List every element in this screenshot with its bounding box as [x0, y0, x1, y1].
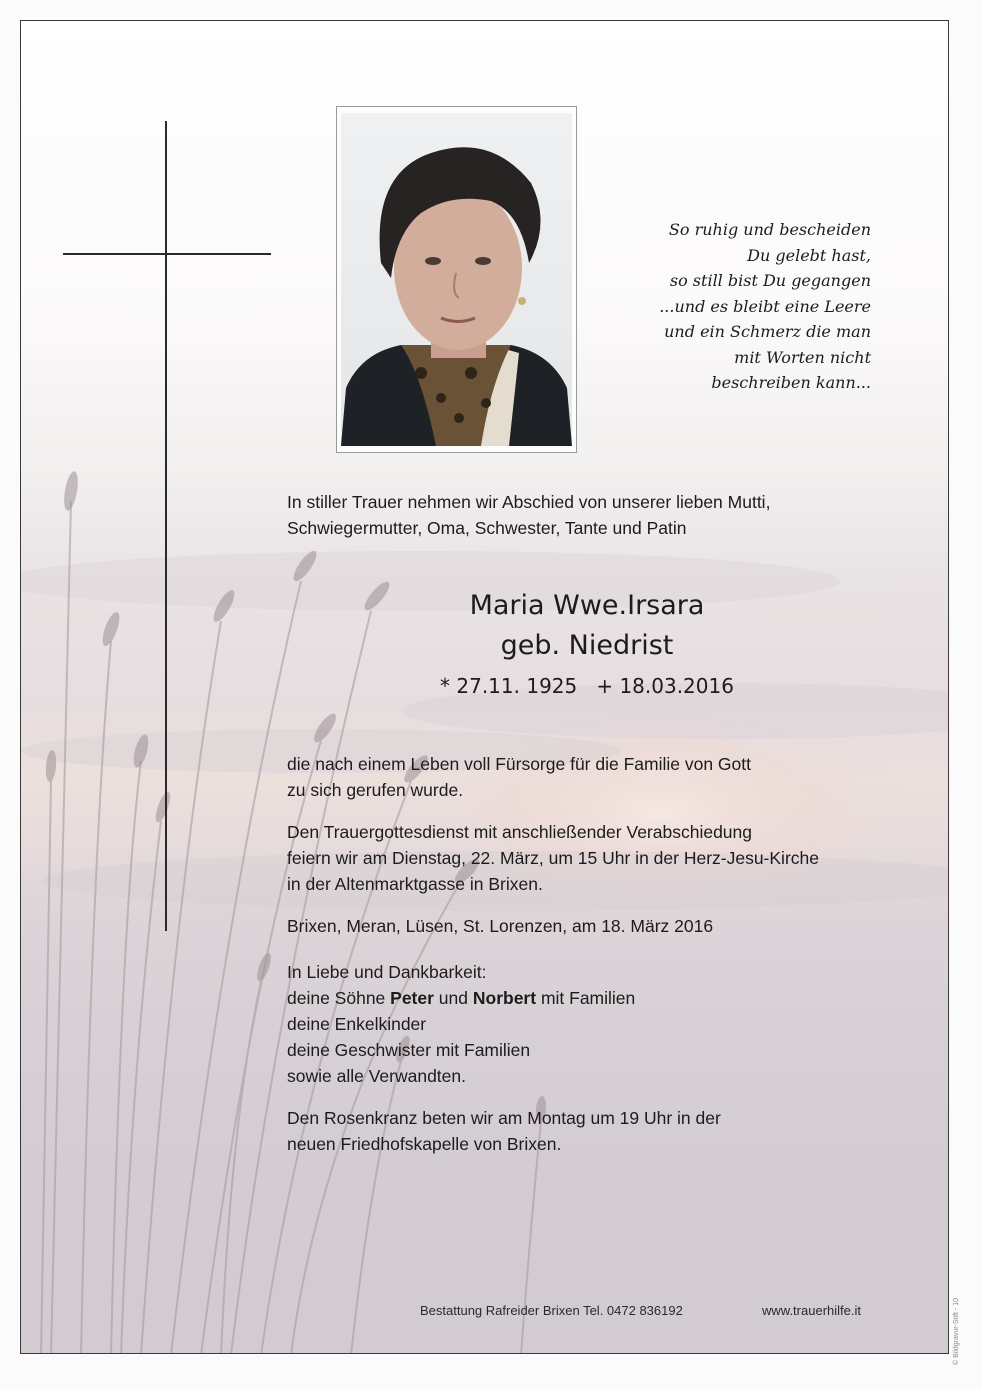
grass-stem — [51, 501, 71, 1354]
place-date-line: Brixen, Meran, Lüsen, St. Lorenzen, am 18. März 2016 — [287, 916, 714, 936]
memorial-poem — [611, 217, 871, 396]
service-paragraph — [287, 819, 819, 897]
copyright-note: © Bildgravur-Stift - 10 — [953, 1297, 960, 1365]
grass-head — [153, 790, 173, 823]
grass-head — [62, 470, 81, 511]
poem-line: so still bist Du gegangen — [669, 271, 871, 290]
intro-line: Schwiegermutter, Oma, Schwester, Tante und Patin — [287, 518, 687, 538]
text-line: zu sich gerufen wurde. — [287, 780, 464, 800]
sons-mid: und — [433, 988, 473, 1008]
death-date: + 18.03.2016 — [596, 674, 734, 698]
mourners-siblings: deine Geschwister mit Familien — [287, 1040, 531, 1060]
portrait-earring — [518, 297, 526, 305]
poem-line: So ruhig und bescheiden — [668, 220, 871, 239]
portrait-scarf-pattern — [415, 367, 427, 379]
text-line: Den Rosenkranz beten wir am Montag um 19 Uhr in der — [287, 1108, 721, 1128]
sons-prefix: deine Söhne — [287, 988, 391, 1008]
son-name: Peter — [390, 988, 434, 1008]
grass-stem — [171, 581, 301, 1354]
poem-line: ...und es bleibt eine Leere — [659, 296, 871, 316]
portrait-scarf-pattern — [454, 413, 464, 423]
grass-stem — [121, 821, 161, 1354]
portrait-photo — [341, 113, 572, 446]
poem-line: und ein Schmerz die man — [664, 322, 871, 341]
birth-date: * 27.11. 1925 — [440, 674, 578, 698]
life-paragraph — [287, 751, 751, 803]
text-line: Den Trauergottesdienst mit anschließender Verabschiedung — [287, 822, 752, 842]
portrait-illustration — [341, 113, 572, 446]
portrait-scarf-pattern — [436, 393, 446, 403]
page-frame — [20, 20, 949, 1354]
poem-line: Du gelebt hast, — [747, 245, 871, 265]
grass-stem — [221, 981, 261, 1354]
mourners-title: In Liebe und Dankbarkeit: — [287, 962, 487, 982]
grass-stem — [111, 761, 141, 1354]
poem-line: beschreiben kann... — [711, 373, 871, 392]
text-line: feiern wir am Dienstag, 22. März, um 15 Uhr in der Herz-Jesu-Kirche — [287, 848, 819, 868]
mourners-list — [287, 959, 635, 1089]
portrait-eye — [475, 257, 491, 265]
text-line: in der Altenmarktgasse in Brixen. — [287, 874, 543, 894]
sons-suffix: mit Familien — [536, 988, 636, 1008]
life-dates — [417, 670, 757, 702]
portrait-eye — [425, 257, 441, 265]
grass-head — [254, 951, 274, 983]
mourners-grandchildren: deine Enkelkinder — [287, 1014, 427, 1034]
website-link[interactable]: www.trauerhilfe.it — [762, 1303, 861, 1318]
son-name: Norbert — [472, 988, 537, 1008]
intro-paragraph — [287, 489, 770, 541]
mourners-relatives: sowie alle Verwandten. — [287, 1066, 466, 1086]
undertaker-info: Bestattung Rafreider Brixen Tel. 0472 836192 — [420, 1303, 683, 1318]
cross-vertical-beam — [165, 121, 167, 931]
text-line: neuen Friedhofskapelle von Brixen. — [287, 1134, 562, 1154]
cross-horizontal-beam — [63, 253, 271, 255]
portrait-scarf-pattern — [465, 367, 477, 379]
intro-line: In stiller Trauer nehmen wir Abschied von unserer lieben Mutti, — [287, 492, 771, 512]
portrait-photo-frame — [336, 106, 577, 453]
deceased-name: Maria Wwe.Irsara — [469, 590, 705, 621]
deceased-birth-name: geb. Niedrist — [500, 630, 674, 661]
portrait-scarf-pattern — [481, 398, 491, 408]
mourners-sons — [287, 985, 635, 1011]
rosary-paragraph — [287, 1105, 721, 1157]
deceased-name-block — [417, 586, 757, 702]
grass-stem — [41, 781, 51, 1354]
poem-line: mit Worten nicht — [734, 347, 871, 367]
text-line: die nach einem Leben voll Fürsorge für die Familie von Gott — [287, 754, 751, 774]
